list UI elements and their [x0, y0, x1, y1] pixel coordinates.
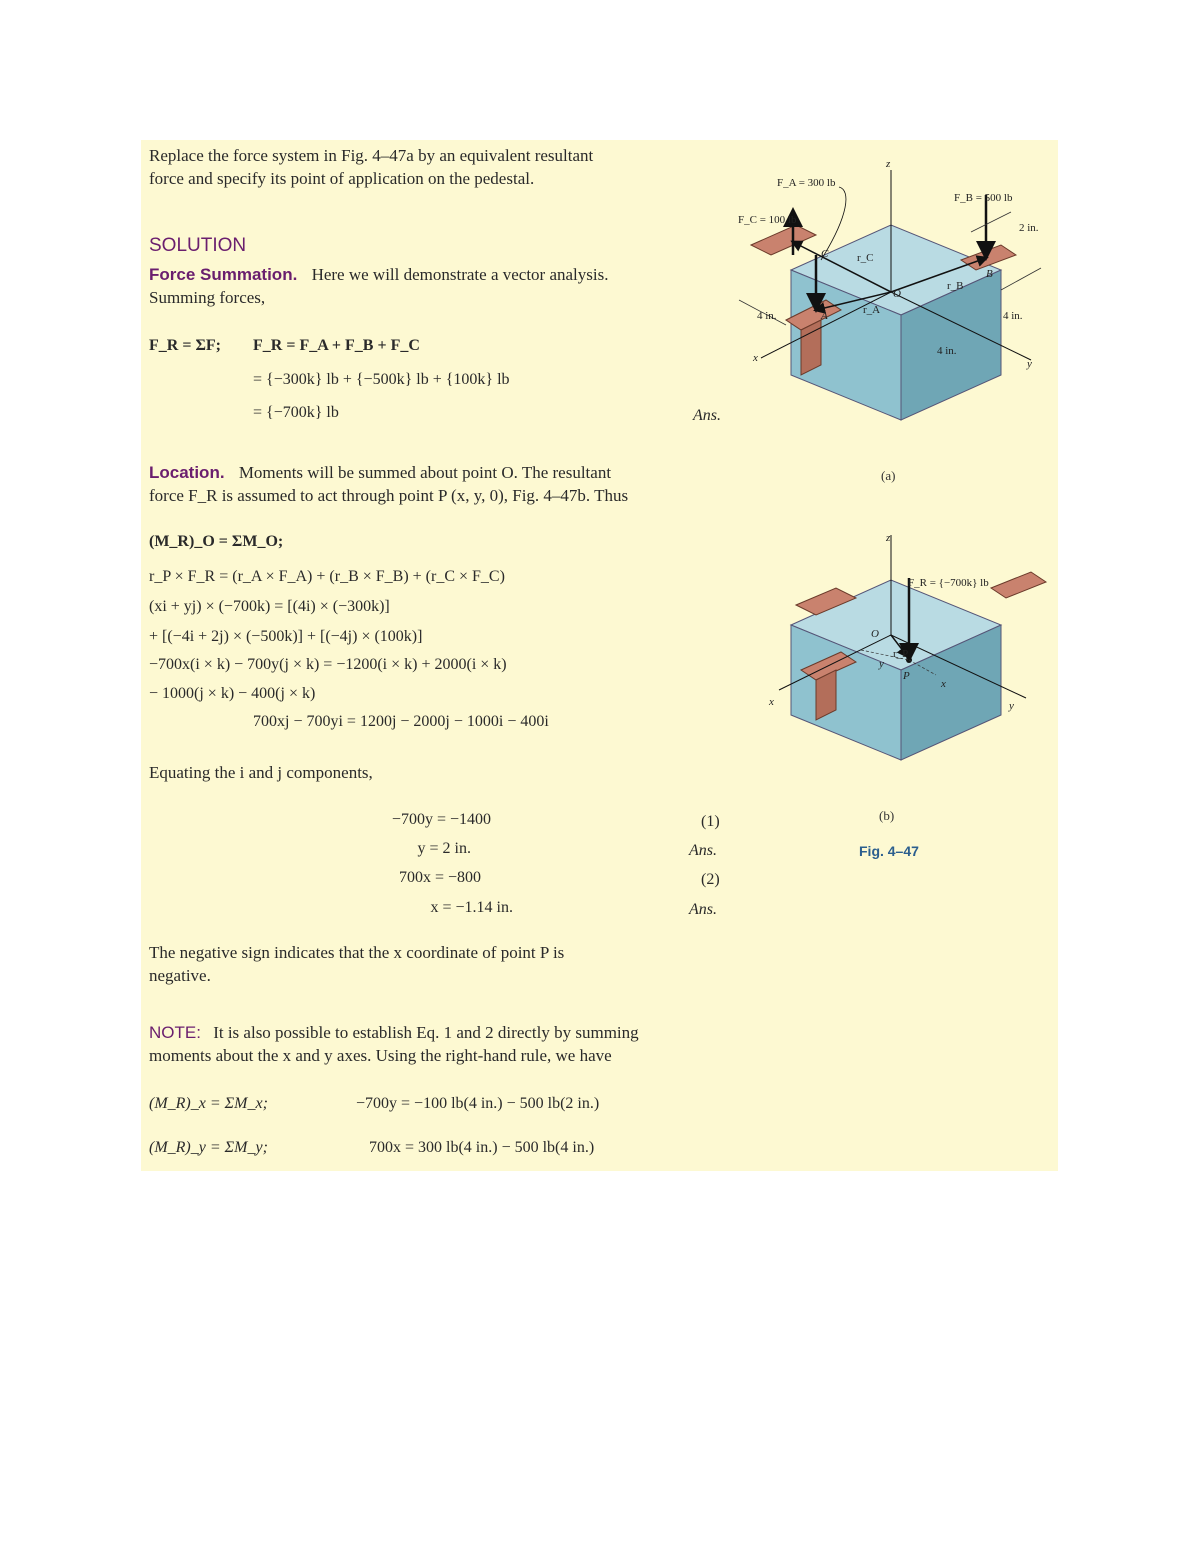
moment-eq-4: + [(−4i + 2j) × (−500k)] + [(−4j) × (100k)]: [149, 628, 423, 645]
equation-tag-1: (1): [701, 813, 720, 830]
label-rb: r_B: [947, 280, 964, 292]
answer-tag: Ans.: [689, 901, 717, 918]
label-4in-right: 4 in.: [1003, 310, 1023, 322]
note-line: [149, 1022, 639, 1044]
moment-eq-1: (M_R)_O = ΣM_O;: [149, 533, 284, 550]
moment-eq-6: − 1000(j × k) − 400(j × k): [149, 685, 316, 702]
label-z: z: [886, 158, 891, 170]
label-fc: F_C = 100 lb: [738, 214, 797, 226]
location-line: [149, 462, 611, 484]
location-text-2: force F_R is assumed to act through point P (x, y, 0), Fig. 4–47b. Thus: [149, 486, 629, 505]
label-p: P: [903, 670, 910, 682]
equating-eq-2: y = 2 in.: [417, 840, 471, 857]
problem-line-1: Replace the force system in Fig. 4–47a by an equivalent resultant: [149, 146, 594, 165]
force-summation-line: [149, 264, 608, 286]
label-x-dim: x: [941, 678, 946, 690]
answer-tag: Ans.: [689, 842, 717, 859]
moment-eq-5: −700x(i × k) − 700y(j × k) = −1200(i × k) + 2000(i × k): [149, 656, 507, 673]
equating-eq-1: −700y = −1400: [391, 811, 491, 828]
label-z: z: [886, 532, 891, 544]
figure-b-caption: (b): [879, 808, 895, 823]
bracket-a-side: [801, 320, 821, 375]
force-summation-text: Here we will demonstrate a vector analysis.: [311, 265, 609, 284]
note-label: NOTE:: [149, 1023, 201, 1042]
dim-4in-right: [1001, 268, 1041, 290]
moment-eq-3: (xi + yj) × (−700k) = [(4i) × (−300k)]: [149, 598, 390, 615]
label-rp: r_P: [893, 648, 909, 660]
note-text-2: moments about the x and y axes. Using the right-hand rule, we have: [149, 1046, 612, 1065]
label-y-dim: y: [879, 658, 884, 670]
eq-fr-values: = {−300k} lb + {−500k} lb + {100k} lb: [253, 371, 510, 388]
location-heading: Location.: [149, 463, 225, 482]
note-text: It is also possible to establish Eq. 1 and 2 directly by summing: [213, 1023, 639, 1042]
label-y: y: [1009, 700, 1014, 712]
label-o: O: [893, 288, 901, 300]
label-x: x: [753, 352, 758, 364]
label-4in-mid: 4 in.: [937, 345, 957, 357]
label-b: B: [986, 268, 993, 280]
note-eq-left-1: (M_R)_x = ΣM_x;: [149, 1095, 268, 1112]
label-a: A: [821, 310, 828, 322]
dim-2in: [971, 212, 1011, 232]
page-panel: [141, 140, 1058, 1171]
label-fa: F_A = 300 lb: [777, 177, 836, 189]
label-fr: F_R = {−700k} lb: [908, 577, 989, 589]
location-text: Moments will be summed about point O. The resultant: [238, 463, 612, 482]
eq-fr-components: F_R = F_A + F_B + F_C: [253, 337, 420, 354]
force-summation-heading: Force Summation.: [149, 265, 298, 284]
summing-forces-text: Summing forces,: [149, 288, 266, 307]
note-eq-left-2: (M_R)_y = ΣM_y;: [149, 1139, 268, 1156]
solution-heading: SOLUTION: [149, 235, 247, 256]
equating-eq-3: 700x = −800: [398, 869, 481, 886]
moment-eq-7: 700xj − 700yi = 1200j − 2000j − 1000i − 400i: [253, 713, 549, 730]
label-2in: 2 in.: [1019, 222, 1039, 234]
eq-fr-result: = {−700k} lb: [253, 404, 339, 421]
figure-a-caption: (a): [881, 468, 896, 483]
equation-tag-2: (2): [701, 871, 720, 888]
label-rc: r_C: [857, 252, 874, 264]
note-eq-right-1: −700y = −100 lb(4 in.) − 500 lb(2 in.): [356, 1095, 600, 1112]
equating-text: Equating the i and j components,: [149, 763, 373, 782]
label-o: O: [871, 628, 879, 640]
label-fb: F_B = 500 lb: [954, 192, 1013, 204]
negative-text-1: The negative sign indicates that the x coordinate of point P is: [149, 943, 565, 962]
label-x: x: [769, 696, 774, 708]
negative-text-2: negative.: [149, 966, 211, 985]
bracket-c: [751, 225, 816, 255]
note-eq-right-2: 700x = 300 lb(4 in.) − 500 lb(4 in.): [369, 1139, 595, 1156]
bracket: [991, 572, 1046, 598]
moment-eq-2: r_P × F_R = (r_A × F_A) + (r_B × F_B) + (r_C × F_C): [149, 568, 505, 585]
eq-fr-sum: F_R = ΣF;: [149, 337, 222, 354]
answer-tag: Ans.: [693, 407, 721, 424]
label-c: C: [821, 248, 829, 260]
problem-line-2: force and specify its point of application on the pedestal.: [149, 169, 535, 188]
figure-label: Fig. 4–47: [859, 843, 919, 859]
equating-eq-4: x = −1.14 in.: [430, 899, 513, 916]
label-ra: r_A: [863, 304, 881, 316]
label-y: y: [1027, 358, 1032, 370]
label-4in-left: 4 in.: [757, 310, 777, 322]
